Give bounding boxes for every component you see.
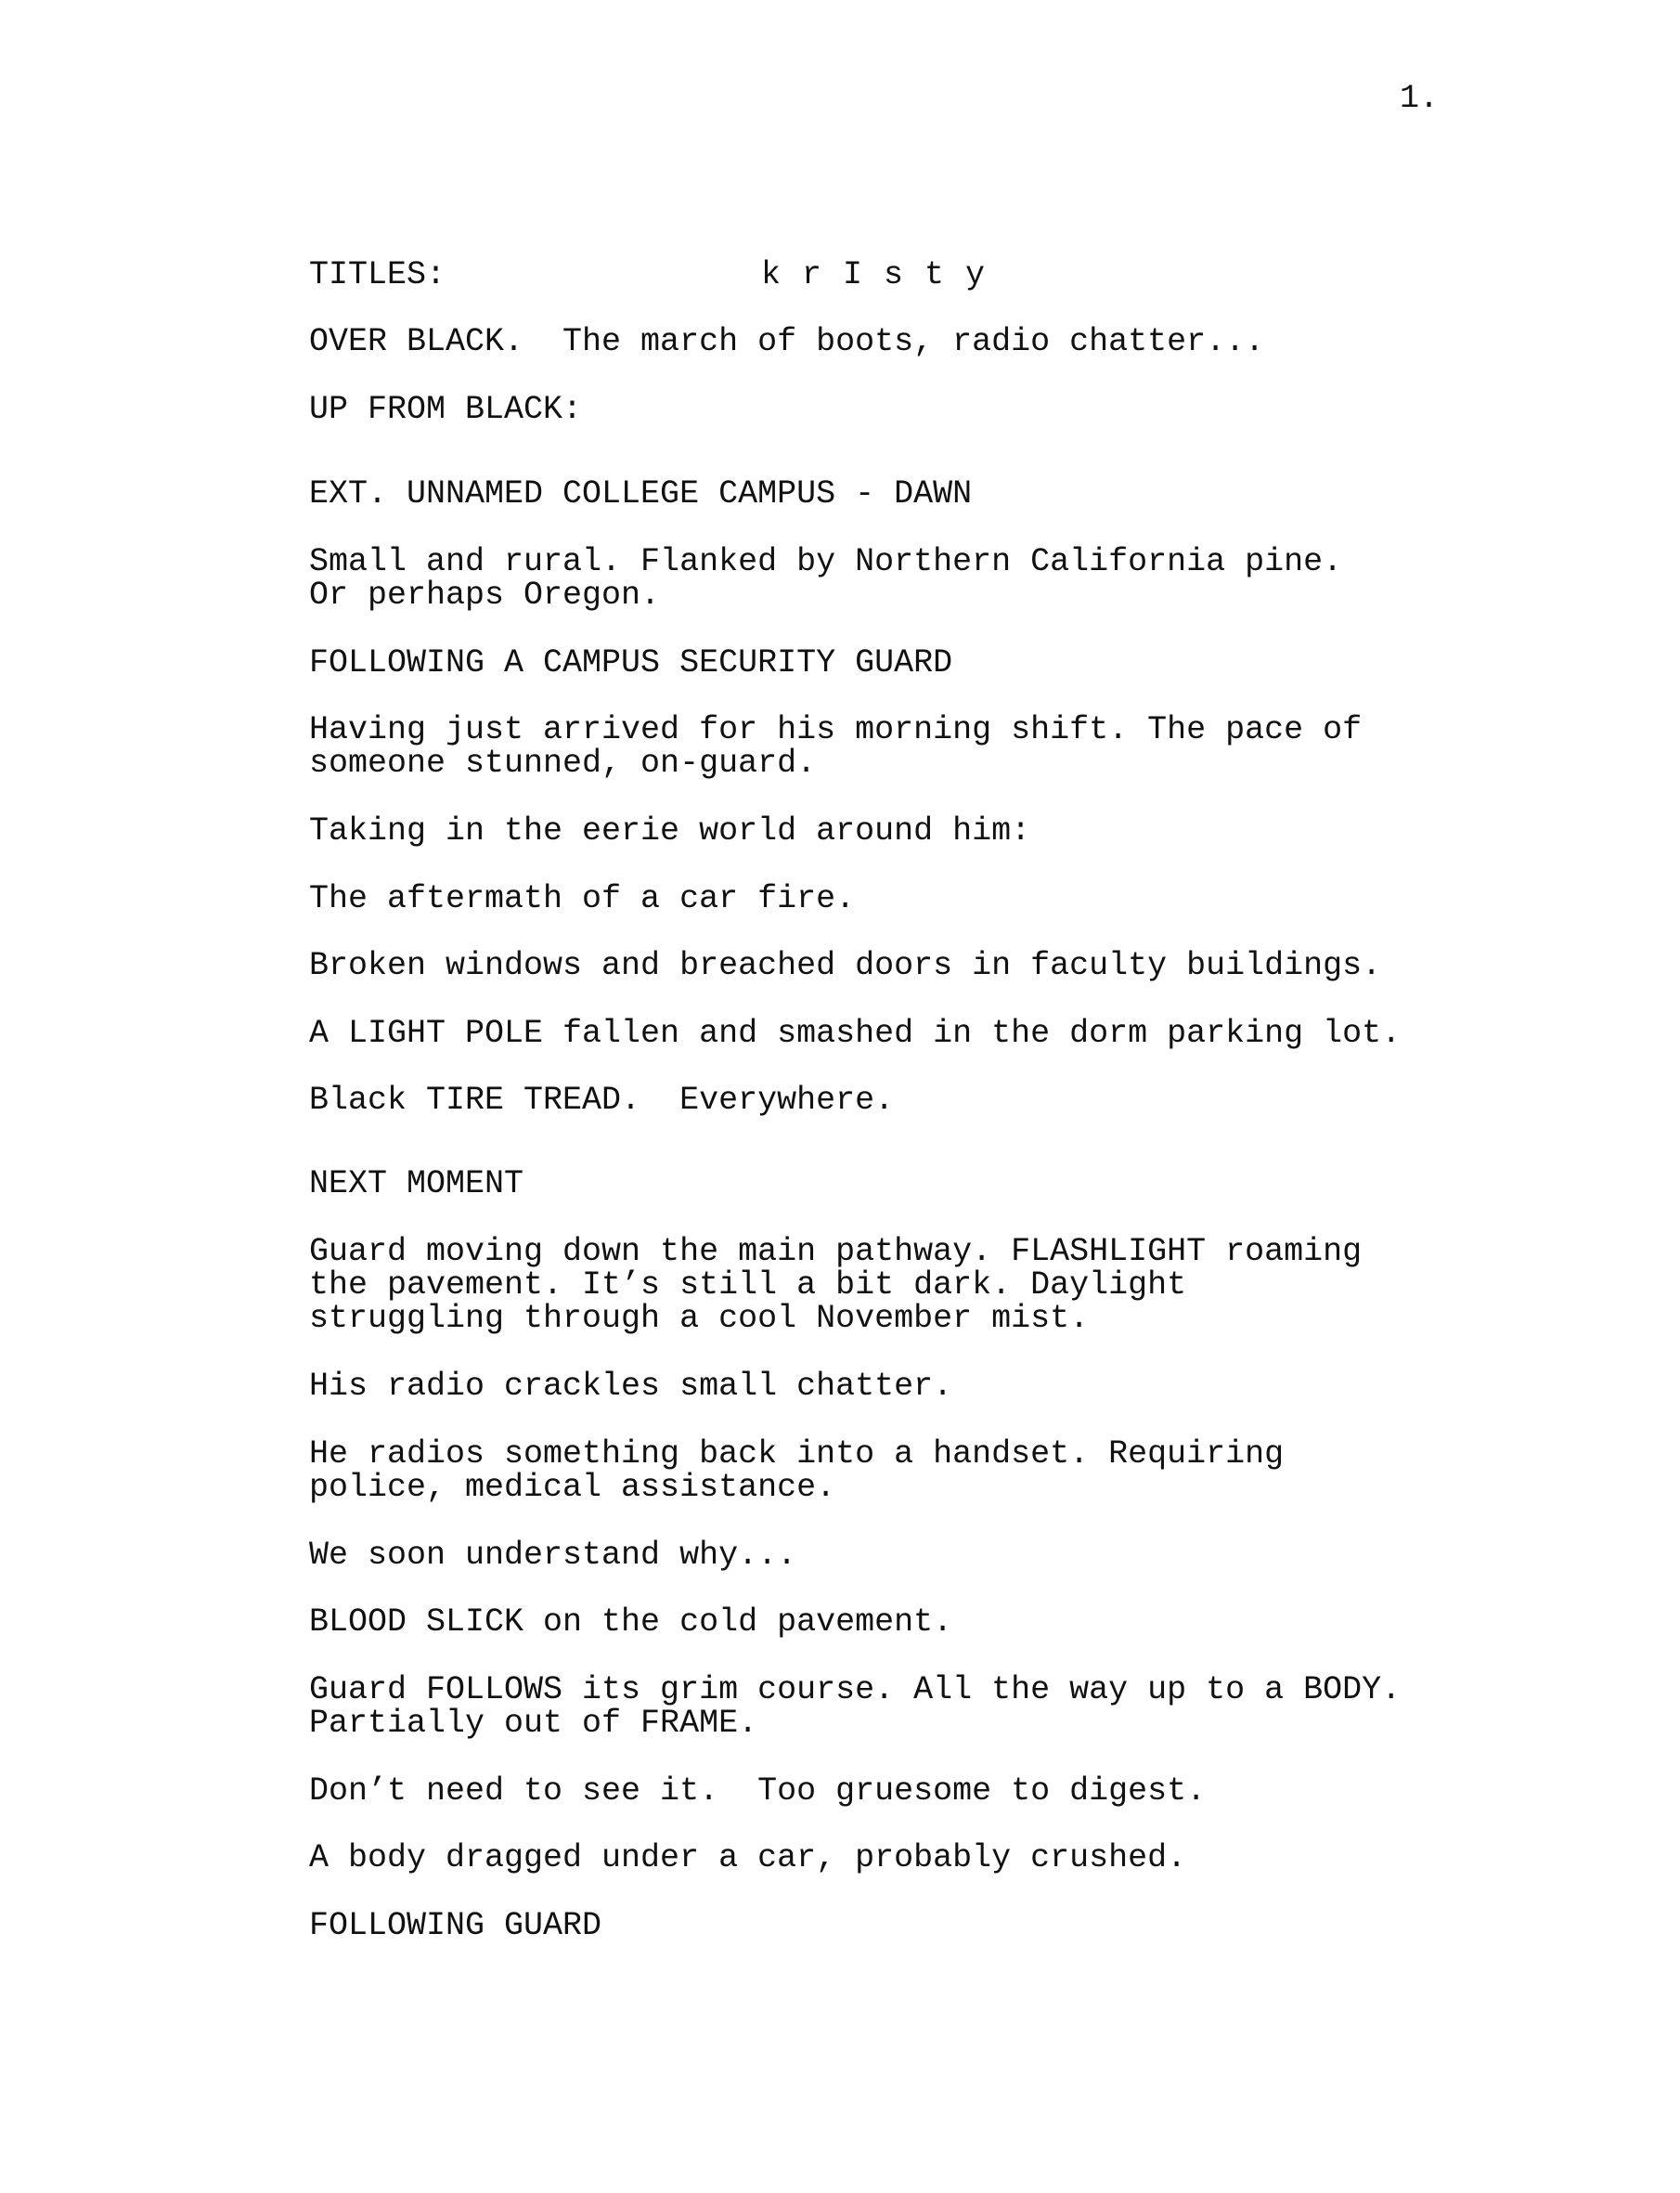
scene-heading: EXT. UNNAMED COLLEGE CAMPUS - DAWN	[309, 475, 973, 513]
action-line: Taking in the eerie world around him:	[309, 812, 1031, 850]
action-line: BLOOD SLICK on the cold pavement.	[309, 1603, 953, 1641]
transition-line: UP FROM BLACK:	[309, 391, 583, 428]
action-line: Black TIRE TREAD. Everywhere.	[309, 1082, 895, 1119]
shot-heading: FOLLOWING GUARD	[309, 1907, 602, 1944]
titles-value: k r I s t y	[761, 256, 987, 293]
shot-heading: FOLLOWING A CAMPUS SECURITY GUARD	[309, 644, 953, 681]
action-paragraph: Small and rural. Flanked by Northern California pine. Or perhaps Oregon.	[309, 543, 1343, 614]
action-paragraph: Guard FOLLOWS its grim course. All the way up to a BODY. Partially out of FRAME.	[309, 1671, 1402, 1742]
action-line: We soon understand why...	[309, 1537, 797, 1574]
page-number: 1.	[1399, 80, 1439, 117]
action-line: The aftermath of a car fire.	[309, 880, 856, 917]
action-line: His radio crackles small chatter.	[309, 1368, 953, 1405]
action-paragraph: Having just arrived for his morning shift. The pace of someone stunned, on-guard.	[309, 711, 1363, 782]
action-line: Don’t need to see it. Too gruesome to digest.	[309, 1772, 1207, 1810]
action-line: A body dragged under a car, probably crushed.	[309, 1839, 1187, 1876]
action-line: A LIGHT POLE fallen and smashed in the dorm parking lot.	[309, 1015, 1402, 1052]
action-paragraph: He radios something back into a handset. Requiring police, medical assistance.	[309, 1435, 1285, 1506]
action-line: OVER BLACK. The march of boots, radio chatter...	[309, 323, 1265, 360]
shot-heading: NEXT MOMENT	[309, 1165, 524, 1202]
titles-label: TITLES:	[309, 256, 446, 293]
action-paragraph: Guard moving down the main pathway. FLASHLIGHT roaming the pavement. It’s still a bit dark. Daylight struggling through a cool November mist.	[309, 1233, 1363, 1337]
action-line: Broken windows and breached doors in faculty buildings.	[309, 947, 1382, 984]
